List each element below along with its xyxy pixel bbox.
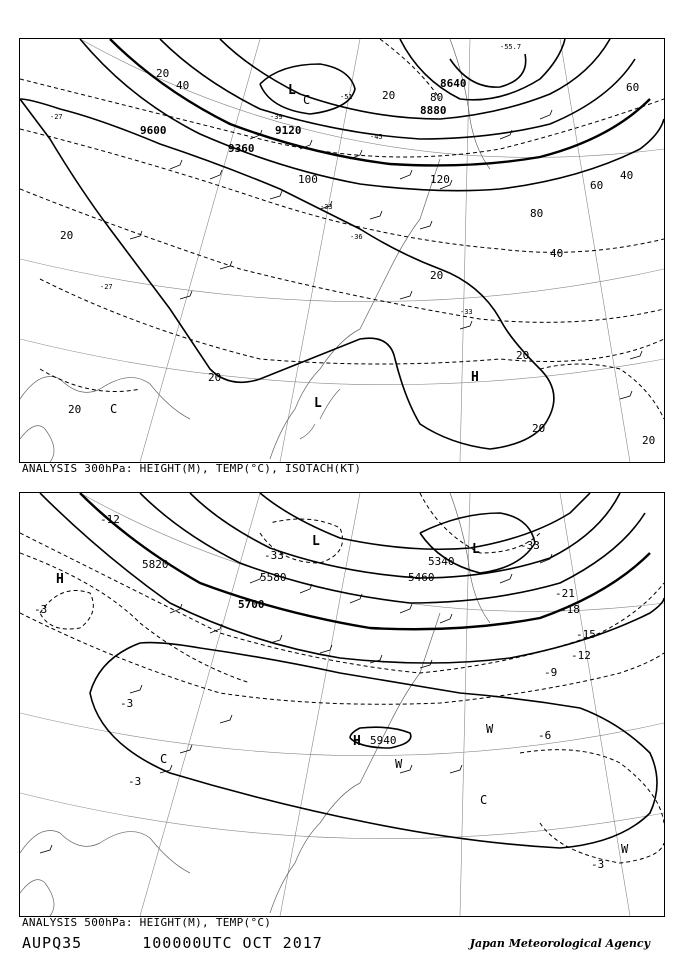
isotach-label: 20 [208, 371, 222, 384]
isotach-label: 20 [68, 403, 82, 416]
pressure-system-low: L [288, 83, 296, 98]
isotach-label: 20 [642, 434, 656, 447]
isotherm-label: -21 [555, 587, 575, 600]
isotach-label: 20 [516, 349, 530, 362]
pressure-system-warm: W [621, 842, 629, 856]
isotach-label: 40 [176, 79, 190, 92]
isotherm-label: -33 [264, 549, 284, 562]
pressure-system-cold: C [160, 752, 168, 766]
height-label: 8640 [440, 77, 467, 90]
isotach-label: 20 [382, 89, 396, 102]
isotach-label: 20 [156, 67, 170, 80]
isotach-label: 80 [430, 91, 444, 104]
pressure-system-low: L [314, 396, 322, 411]
isotherm-label: -3 [120, 697, 134, 710]
chart-labels [50, 43, 655, 447]
isotherm-label: -3 [34, 603, 48, 616]
isotherm-label: -12 [100, 513, 120, 526]
temp-label: -39 [270, 113, 283, 121]
product-code: AUPQ35 [22, 934, 83, 952]
height-label: 5580 [260, 571, 287, 584]
height-label: 5460 [408, 571, 435, 584]
temp-label: -33 [320, 203, 333, 211]
pressure-system-high: H [353, 734, 361, 749]
temp-label: -45 [370, 133, 383, 141]
height-label: 9600 [140, 124, 167, 137]
temp-label: -27 [50, 113, 63, 121]
height-label: 5940 [370, 734, 397, 747]
isotach-label: 20 [430, 269, 444, 282]
pressure-system-low: L [312, 534, 320, 549]
agency-name: Japan Meteorological Agency [469, 937, 650, 950]
isotach-label: 20 [532, 422, 546, 435]
temp-label: -51 [340, 93, 353, 101]
isotherm-label: -15 [576, 628, 596, 641]
coastline [20, 39, 490, 462]
height-contours [40, 493, 664, 848]
height-label: 5700 [238, 598, 265, 611]
isotach-label: 100 [298, 173, 318, 186]
isotach-label: 60 [590, 179, 604, 192]
pressure-system-high: H [471, 370, 479, 385]
isotherm-label: -33 [520, 539, 540, 552]
isotherm-label: -3 [128, 775, 142, 788]
isotach-label: 20 [60, 229, 74, 242]
temp-label: -55.7 [500, 43, 522, 51]
height-label: 9360 [228, 142, 255, 155]
isotherm-label: -6 [538, 729, 552, 742]
height-label: 8880 [420, 104, 447, 117]
wind-barbs [130, 110, 642, 399]
height-label: 5820 [142, 558, 169, 571]
valid-time: 100000UTC OCT 2017 [142, 934, 323, 952]
map-500hpa [20, 493, 664, 916]
isotach-label: 80 [530, 207, 544, 220]
isotherm-label: -9 [544, 666, 558, 679]
height-label: 9120 [275, 124, 302, 137]
isotherm-label: -18 [560, 603, 580, 616]
isotach-label: 40 [620, 169, 634, 182]
chart-500hpa-caption: ANALYSIS 500hPa: HEIGHT(M), TEMP(°C) [22, 916, 272, 929]
chart-500hpa [19, 492, 665, 917]
graticule [20, 39, 664, 462]
coastline [20, 493, 490, 916]
temp-label: -36 [350, 233, 363, 241]
pressure-system-low: L [472, 542, 480, 557]
temp-label: -33 [460, 308, 473, 316]
isotach-label: 40 [550, 247, 564, 260]
product-header [22, 934, 323, 952]
chart-300hpa [19, 38, 665, 463]
pressure-system-cold: C [110, 402, 118, 416]
isotach-label: 60 [626, 81, 640, 94]
pressure-system-warm: W [486, 722, 494, 736]
map-300hpa [20, 39, 664, 462]
pressure-system-high: H [56, 572, 64, 587]
isotherm-label: -3 [591, 858, 605, 871]
isotach-label: 120 [430, 173, 450, 186]
pressure-system-cold: C [480, 793, 488, 807]
isotherm-label: -12 [571, 649, 591, 662]
graticule [20, 493, 664, 916]
pressure-system-cold: C [303, 93, 311, 107]
pressure-system-warm: W [395, 757, 403, 771]
chart-300hpa-caption: ANALYSIS 300hPa: HEIGHT(M), TEMP(°C), ISOTACH(KT) [22, 462, 362, 475]
temp-label: -27 [100, 283, 113, 291]
height-label: 5340 [428, 555, 455, 568]
